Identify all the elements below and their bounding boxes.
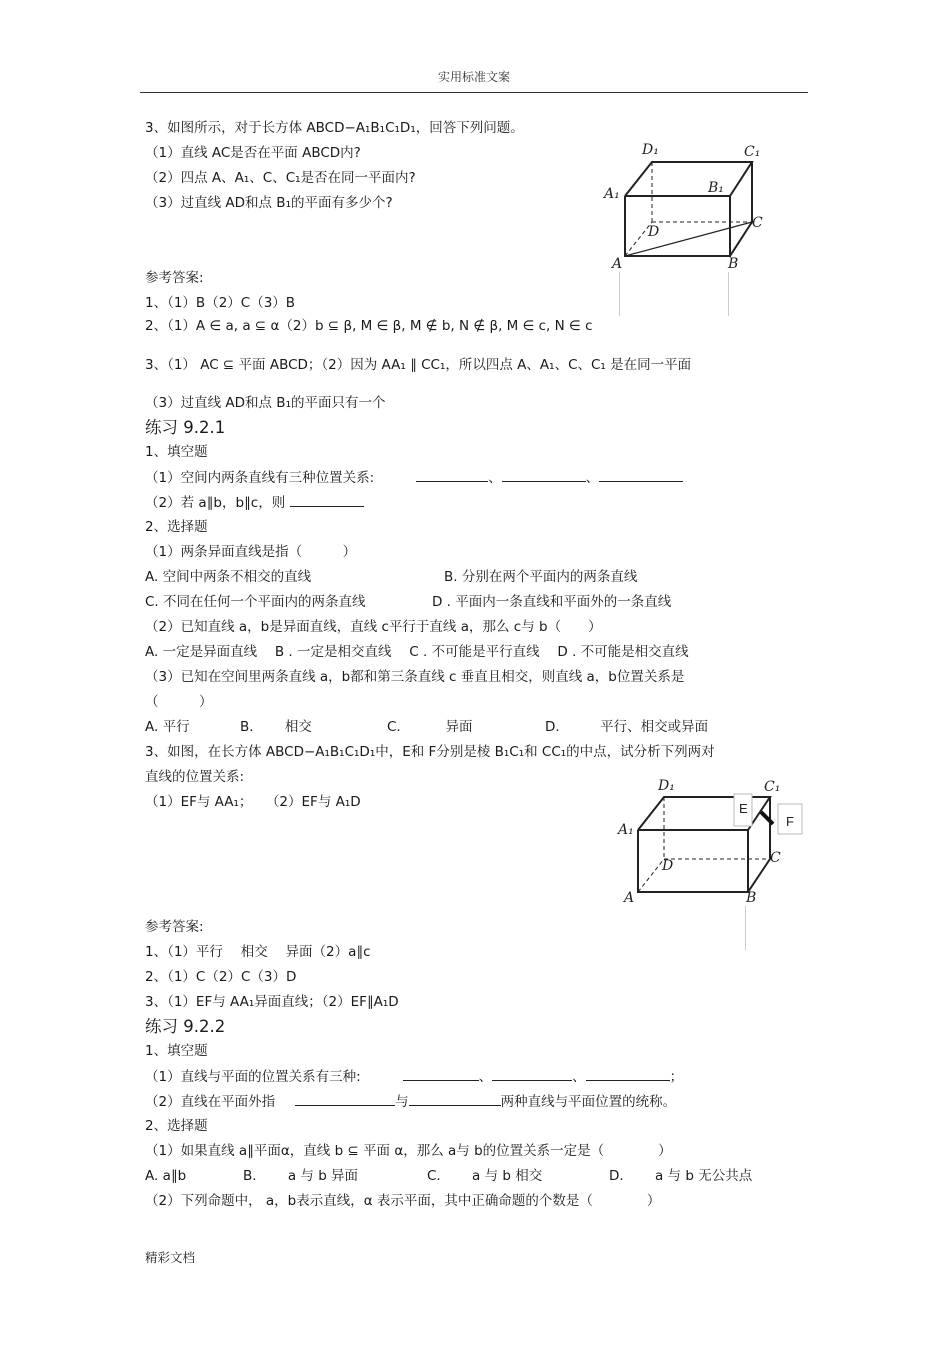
answers-2-line-3: 3、（1）EF与 AA₁异面直线；（2）EF∥A₁D [145,994,399,1010]
answer-blank[interactable] [599,467,683,482]
answers-2-title: 参考答案: [145,919,204,935]
section-922-title: 练习 9.2.2 [145,1017,226,1036]
q3-top-item-1: （1）直线 AC是否在平面 ABCD内? [145,145,361,161]
answers-2-line-2: 2、（1）C（2）C（3）D [145,969,297,985]
fig1-label-a: A [612,256,623,272]
answer-blank[interactable] [586,1066,670,1081]
s922-c1-option-d: D. a 与 b 无公共点 [609,1168,753,1184]
s921-fill-2-text: （2）若 a∥b，b∥c，则 [145,495,286,511]
answers-1-line-3: 3、（1） AC ⊆ 平面 ABCD；（2）因为 AA₁ ∥ CC₁，所以四点 A、A₁、C、C₁ 是在同一平面 [145,357,692,373]
fig2-label-c1: C₁ [764,779,781,795]
cuboid-figure-2 [612,772,812,912]
s921-fill-1: （1）空间内两条直线有三种位置关系: 、 、 [145,467,683,488]
header-title: 实用标准文案 [437,70,510,84]
answer-blank[interactable] [409,1091,501,1106]
fig2-label-c: C [770,850,781,866]
s922-c1: （1）如果直线 a∥平面α，直线 b ⊆ 平面 α，那么 a与 b的位置关系一定是（ ） [145,1143,672,1159]
cuboid-figure-1 [600,136,780,276]
figure-edge-line [619,272,620,316]
s921-q3-line-1: 3、如图，在长方体 ABCD−A₁B₁C₁D₁中，E和 F分别是棱 B₁C₁和 CC₁的中点，试分析下列两对 [145,744,715,760]
answers-1-line-1: 1、（1）B（2）C（3）B [145,295,296,311]
fig2-label-d1: D₁ [658,778,675,794]
s921-c1-option-c: C. 不同在任何一个平面内的两条直线 [145,594,366,610]
s921-fill-title: 1、填空题 [145,444,208,460]
s921-c1: （1）两条异面直线是指（ ） [145,544,357,560]
q3-top-item-3: （3）过直线 AD和点 B₁的平面有多少个? [145,195,393,211]
page-header [140,62,808,93]
answer-blank[interactable] [416,467,488,482]
s921-q3-line-3: （1）EF与 AA₁； （2）EF与 A₁D [145,794,361,810]
answers-2-line-1: 1、（1）平行 相交 异面（2）a∥c [145,944,371,960]
s921-c3-paren: （ ） [145,694,213,710]
s921-q3-line-2: 直线的位置关系: [145,769,245,785]
fig2-label-b: B [746,890,757,906]
s921-c3-option-c: C. 异面 [387,719,473,735]
s922-c1-option-a: A. a∥b [145,1168,187,1184]
q3-top-question: 3、如图所示，对于长方体 ABCD−A₁B₁C₁D₁，回答下列问题。 [145,120,524,136]
answers-1-title: 参考答案: [145,270,204,286]
answer-blank[interactable] [492,1066,572,1081]
fig2-label-d: D [662,858,674,874]
answer-blank[interactable] [295,1091,395,1106]
s921-fill-1-text: （1）空间内两条直线有三种位置关系: [145,470,375,486]
s921-c1-option-a: A. 空间中两条不相交的直线 [145,569,312,585]
s922-c1-option-b: B. a 与 b 异面 [243,1168,359,1184]
s921-c1-option-b: B. 分别在两个平面内的两条直线 [444,569,638,585]
s921-c3-option-b: B. 相交 [240,719,312,735]
s922-c2: （2）下列命题中， a，b表示直线，α 表示平面，其中正确命题的个数是（ ） [145,1193,661,1209]
s921-fill-2 [145,492,364,513]
fig1-label-c1: C₁ [744,144,761,160]
s921-c3: （3）已知在空间里两条直线 a，b都和第三条直线 c 垂直且相交，则直线 a，b位置关系是 [145,669,685,685]
answers-1-line-4: （3）过直线 AD和点 B₁的平面只有一个 [145,395,386,411]
fig1-label-b1: B₁ [708,180,724,196]
figure-edge-line [728,272,729,316]
answer-blank[interactable] [502,467,586,482]
q3-top-item-2: （2）四点 A、A₁、C、C₁是否在同一平面内? [145,170,416,186]
s921-c2-options: A. 一定是异面直线 B . 一定是相交直线 C . 不可能是平行直线 D . 不可能是相交直线 [145,644,689,660]
s922-fill-2b: 与 [395,1094,409,1110]
s922-fill-2 [145,1091,676,1112]
s922-choice-title: 2、选择题 [145,1118,208,1134]
fig1-label-a1: A₁ [604,186,620,202]
s922-c1-option-c: C. a 与 b 相交 [427,1168,543,1184]
fig1-label-c: C [752,215,763,231]
answer-blank[interactable] [403,1066,479,1081]
answer-blank[interactable] [290,492,364,507]
section-921-title: 练习 9.2.1 [145,418,226,437]
fig2-label-e: E [739,801,748,816]
s922-fill-2a: （2）直线在平面外指 [145,1094,276,1110]
fig2-label-a: A [624,890,635,906]
page-footer: 精彩文档 [145,1250,196,1265]
figure-edge-line [745,906,746,950]
fig1-label-d1: D₁ [642,142,659,158]
answers-1-line-2: 2、（1）A ∈ a, a ⊆ α（2）b ⊆ β, M ∈ β, M ∉ b, N ∉ β, M ∈ c, N ∈ c [145,318,593,334]
fig1-label-d: D [648,224,660,240]
s921-c3-option-d: D. 平行、相交或异面 [545,719,709,735]
s921-c2: （2）已知直线 a，b是异面直线，直线 c平行于直线 a，那么 c与 b（ ） [145,619,602,635]
fig2-label-a1: A₁ [618,822,634,838]
fig1-label-b: B [728,256,739,272]
s921-c3-option-a: A. 平行 [145,719,190,735]
s922-fill-1-text: （1）直线与平面的位置关系有三种: [145,1069,361,1085]
s922-fill-2c: 两种直线与平面位置的统称。 [500,1094,677,1110]
fig2-label-f: F [786,814,794,829]
s922-fill-title: 1、填空题 [145,1043,208,1059]
s921-c1-option-d: D . 平面内一条直线和平面外的一条直线 [432,594,672,610]
s922-fill-1: （1）直线与平面的位置关系有三种: 、 、 ； [145,1066,683,1087]
s921-choice-title: 2、选择题 [145,519,208,535]
